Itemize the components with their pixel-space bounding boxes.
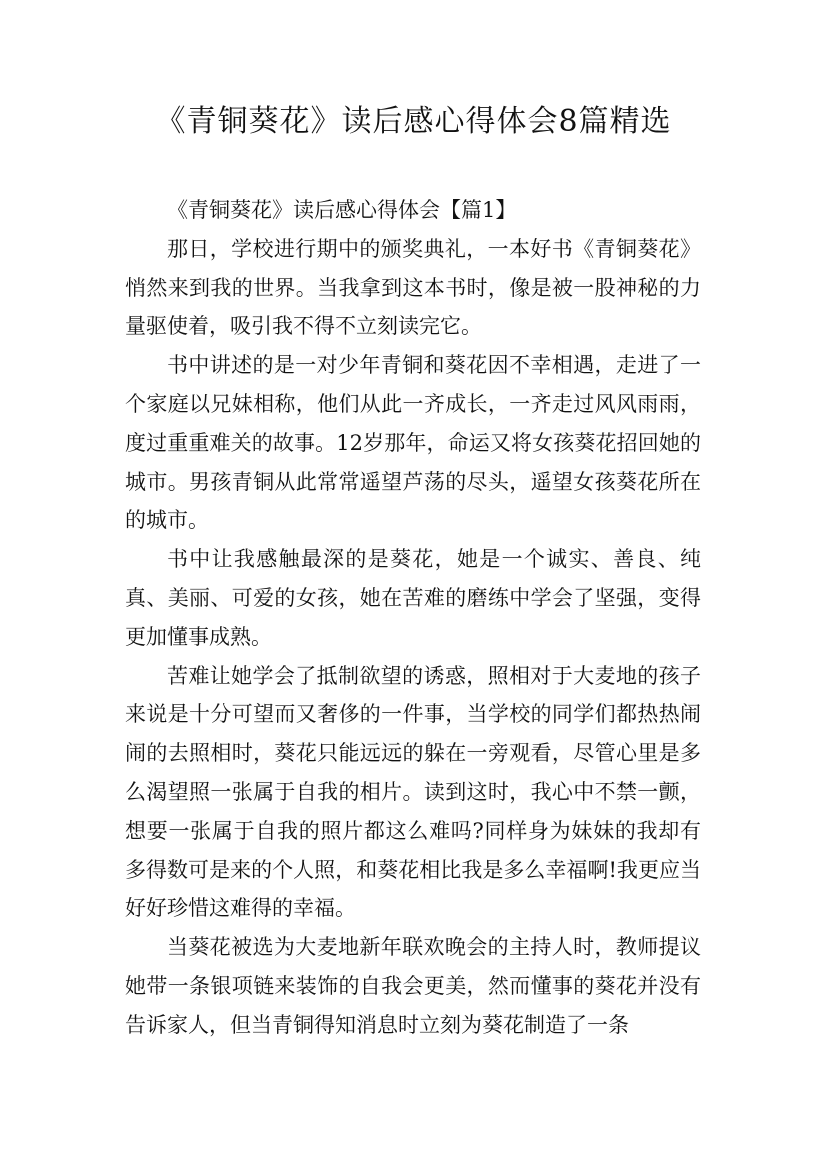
- paragraph-4: 苦难让她学会了抵制欲望的诱惑，照相对于大麦地的孩子来说是十分可望而又奢侈的一件事，当学校的同学们都热热闹闹的去照相时，葵花只能远远的躲在一旁观看，尽管心里是多么渴望照一张属于自我的相片。读到这时，我心中不禁一颤，想要一张属于自我的照片都这么难吗?同样身为妹妹的我却有多得数可是来的个人照，和葵花相比我是多么幸福啊!我更应当好好珍惜这难得的幸福。: [125, 663, 701, 921]
- paragraph-3: 书中让我感触最深的是葵花，她是一个诚实、善良、纯真、美丽、可爱的女孩，她在苦难的磨练中学会了坚强，变得更加懂事成熟。: [125, 547, 701, 649]
- document-title: 《青铜葵花》读后感心得体会8篇精选: [155, 104, 672, 139]
- paragraph-5: 当葵花被选为大麦地新年联欢晚会的主持人时，教师提议她带一条银项链来装饰的自我会更美，然而懂事的葵花并没有告诉家人，但当青铜得知消息时立刻为葵花制造了一条: [125, 935, 701, 1037]
- paragraph-2: 书中讲述的是一对少年青铜和葵花因不幸相遇，走进了一个家庭以兄妹相称，他们从此一齐成长，一齐走过风风雨雨，度过重重难关的故事。12岁那年，命运又将女孩葵花招回她的城市。男孩青铜从此常常遥望芦荡的尽头，遥望女孩葵花所在的城市。: [125, 353, 701, 533]
- section-heading: 《青铜葵花》读后感心得体会【篇1】: [167, 198, 517, 222]
- document-body: [125, 191, 701, 1045]
- paragraph-1: 那日，学校进行期中的颁奖典礼，一本好书《青铜葵花》悄然来到我的世界。当我拿到这本书时，像是被一股神秘的力量驱使着，吸引我不得不立刻读完它。: [125, 236, 701, 339]
